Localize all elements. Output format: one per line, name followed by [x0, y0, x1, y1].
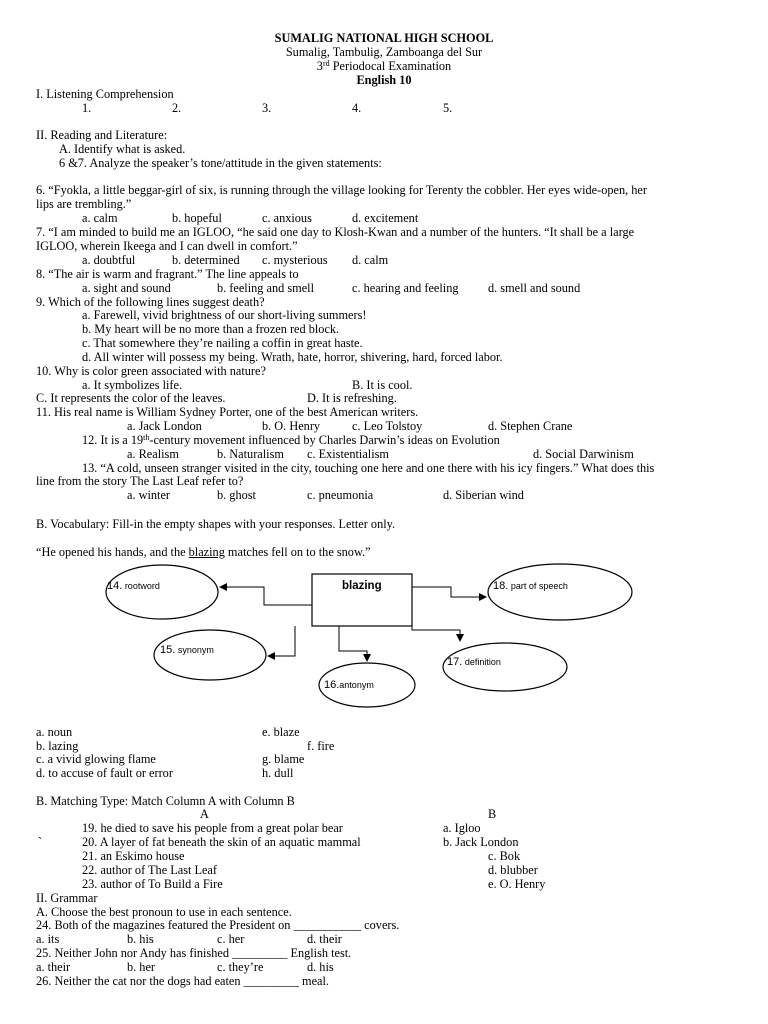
q10-choice: C. It represents the color of the leaves. — [36, 391, 226, 405]
q8-choice: d. smell and sound — [488, 281, 581, 295]
q8-choice: b. feeling and smell — [217, 281, 314, 295]
reading-instruction: 6 &7. Analyze the speaker’s tone/attitude in the given statements: — [59, 156, 382, 170]
q9-choice: a. Farewell, vivid brightness of our short-living summers! — [82, 308, 367, 322]
node-rootword-num: 14. — [107, 580, 123, 592]
q8-choice: c. hearing and feeling — [352, 281, 459, 295]
listening-item: 3. — [262, 101, 272, 115]
node-synonym — [160, 644, 214, 656]
vocab-heading: B. Vocabulary: Fill-in the empty shapes with your responses. Letter only. — [36, 517, 396, 531]
q25-choice: c. they’re — [217, 960, 264, 974]
q6-choice: a. calm — [82, 211, 118, 225]
vocab-option: d. to accuse of fault or error — [36, 766, 173, 780]
vocab-option: f. fire — [307, 739, 335, 753]
vocab-option: g. blame — [262, 752, 305, 766]
ellipse-rootword — [106, 565, 218, 619]
q7-text: 7. “I am minded to build me an IGLOO, “he said one day to Klosh-Kwan and a number of the hunters. “It shall be a large — [36, 225, 635, 239]
exam-number-suffix: rd — [322, 59, 330, 68]
q9-text: 9. Which of the following lines suggest death? — [36, 295, 265, 309]
q12-text-pre: 12. It is a 19 — [82, 433, 144, 447]
q25-choice: d. his — [307, 960, 334, 974]
q13-text-cont: line from the story The Last Leaf refer to? — [36, 474, 244, 488]
matching-item: 22. author of The Last Leaf — [82, 863, 217, 877]
q12-text — [82, 433, 500, 447]
listening-item: 5. — [443, 101, 453, 115]
vocab-quote — [36, 545, 371, 559]
node-rootword-label: rootword — [124, 581, 160, 591]
q13-choice: a. winter — [127, 488, 171, 502]
q7-choice: b. determined — [172, 253, 240, 267]
arrow-rootword — [220, 587, 312, 605]
vocab-option: b. lazing — [36, 739, 79, 753]
node-definition-num: 17. — [447, 656, 463, 668]
q12-choice: d. Social Darwinism — [533, 447, 634, 461]
q6-choice: d. excitement — [352, 211, 419, 225]
node-part-of-speech-label: part of speech — [510, 581, 568, 591]
q8-choice: a. sight and sound — [82, 281, 171, 295]
node-part-of-speech-num: 18. — [493, 580, 509, 592]
matching-heading: B. Matching Type: Match Column A with Column B — [36, 794, 295, 808]
q13-text: 13. “A cold, unseen stranger visited in the city, touching one here and one there with his icy fingers.” What does this — [82, 461, 655, 475]
node-synonym-label: synonym — [177, 645, 214, 655]
matching-answer: a. Igloo — [443, 821, 481, 835]
exam-title-text: Periodocal Examination — [332, 59, 452, 73]
vocab-option: a. noun — [36, 725, 73, 739]
grammar-heading: II. Grammar — [36, 891, 98, 905]
listening-item: 1. — [82, 101, 92, 115]
q24-choice: d. their — [307, 932, 342, 946]
vocab-quote-post: matches fell on to the snow.” — [224, 545, 371, 559]
school-address: Sumalig, Tambulig, Zamboanga del Sur — [285, 45, 483, 59]
q25-text: 25. Neither John nor Andy has finished _________ English test. — [36, 946, 352, 960]
grammar-sub-a: A. Choose the best pronoun to use in each sentence. — [36, 905, 292, 919]
column-b-header: B — [488, 807, 497, 821]
q6-text: 6. “Fyokla, a little beggar-girl of six, is running through the village looking for Terenty the cobbler. Her eyes wide-open, her — [36, 183, 647, 197]
q12-choice: b. Naturalism — [217, 447, 284, 461]
q7-choice: a. doubtful — [82, 253, 136, 267]
node-antonym-num: 16. — [324, 679, 340, 691]
node-definition-label: definition — [464, 657, 501, 667]
q12-choice: c. Existentialism — [307, 447, 389, 461]
matching-item: 21. an Eskimo house — [82, 849, 185, 863]
listening-heading: I. Listening Comprehension — [36, 87, 174, 101]
q13-choice: c. pneumonia — [307, 488, 374, 502]
node-synonym-num: 15. — [160, 644, 176, 656]
q10-choice: B. It is cool. — [352, 378, 413, 392]
q24-choice: c. her — [217, 932, 245, 946]
matching-item: 19. he died to save his people from a great polar bear — [82, 821, 343, 835]
matching-item: 20. A layer of fat beneath the skin of an aquatic mammal — [82, 835, 361, 849]
node-antonym — [324, 679, 374, 691]
q24-text: 24. Both of the magazines featured the President on ___________ covers. — [36, 918, 400, 932]
q9-choice: d. All winter will possess my being. Wrath, hate, horror, shivering, hard, forced labor. — [82, 350, 503, 364]
matching-answer: d. blubber — [488, 863, 538, 877]
matching-item: 23. author of To Build a Fire — [82, 877, 223, 891]
exam-number: 3 — [316, 59, 323, 73]
q10-choice: a. It symbolizes life. — [82, 378, 183, 392]
listening-item: 4. — [352, 101, 362, 115]
q7-text-cont: IGLOO, wherein Ikeega and I can dwell in comfort.” — [36, 239, 298, 253]
q11-choice: b. O. Henry — [262, 419, 321, 433]
vocab-option: h. dull — [262, 766, 294, 780]
q8-text: 8. “The air is warm and fragrant.” The line appeals to — [36, 267, 299, 281]
q25-choice: a. their — [36, 960, 71, 974]
arrow-definition — [412, 626, 460, 641]
arrow-part-of-speech — [412, 587, 486, 597]
q6-choice: c. anxious — [262, 211, 312, 225]
matching-answer: c. Bok — [488, 849, 521, 863]
listening-item: 2. — [172, 101, 182, 115]
q26-text: 26. Neither the cat nor the dogs had eaten _________ meal. — [36, 974, 329, 988]
node-part-of-speech — [493, 580, 568, 592]
q11-choice: a. Jack London — [127, 419, 202, 433]
node-rootword — [107, 580, 160, 592]
q9-choice: c. That somewhere they’re nailing a coffin in great haste. — [82, 336, 363, 350]
vocab-quote-pre: “He opened his hands, and the — [36, 545, 189, 559]
matching-answer: b. Jack London — [443, 835, 519, 849]
node-antonym-label: antonym — [339, 680, 374, 690]
q12-choice: a. Realism — [127, 447, 179, 461]
matching-answer: e. O. Henry — [488, 877, 546, 891]
q6-choice: b. hopeful — [172, 211, 222, 225]
q10-text: 10. Why is color green associated with nature? — [36, 364, 266, 378]
vocab-option: c. a vivid glowing flame — [36, 752, 156, 766]
q7-choice: d. calm — [352, 253, 389, 267]
q13-choice: d. Siberian wind — [443, 488, 524, 502]
q12-text-sup: th — [143, 433, 150, 442]
q11-choice: c. Leo Tolstoy — [352, 419, 423, 433]
column-a-header: A — [200, 807, 209, 821]
q25-choice: b. her — [127, 960, 155, 974]
q13-choice: b. ghost — [217, 488, 256, 502]
reading-sub-a: A. Identify what is asked. — [59, 142, 186, 156]
subject-title: English 10 — [356, 73, 412, 87]
q24-choice: b. his — [127, 932, 154, 946]
q7-choice: c. mysterious — [262, 253, 328, 267]
q6-text-cont: lips are trembling.” — [36, 197, 132, 211]
q9-choice: b. My heart will be no more than a frozen red block. — [82, 322, 340, 336]
center-word: blazing — [342, 580, 382, 592]
q11-text: 11. His real name is William Sydney Porter, one of the best American writers. — [36, 405, 419, 419]
arrow-antonym — [339, 626, 367, 661]
arrow-synonym — [268, 626, 295, 656]
vocab-quote-word: blazing — [188, 545, 225, 559]
reading-heading: II. Reading and Literature: — [36, 128, 168, 142]
school-name: SUMALIG NATIONAL HIGH SCHOOL — [274, 31, 494, 45]
q10-choice: D. It is refreshing. — [307, 391, 397, 405]
q11-choice: d. Stephen Crane — [488, 419, 573, 433]
exam-title — [0, 59, 768, 73]
ellipse-part-of-speech — [488, 564, 632, 620]
vocab-option: e. blaze — [262, 725, 300, 739]
node-definition — [447, 656, 501, 668]
stray-mark: ` — [38, 835, 43, 849]
q12-text-post: -century movement influenced by Charles Darwin’s ideas on Evolution — [149, 433, 500, 447]
q24-choice: a. its — [36, 932, 60, 946]
